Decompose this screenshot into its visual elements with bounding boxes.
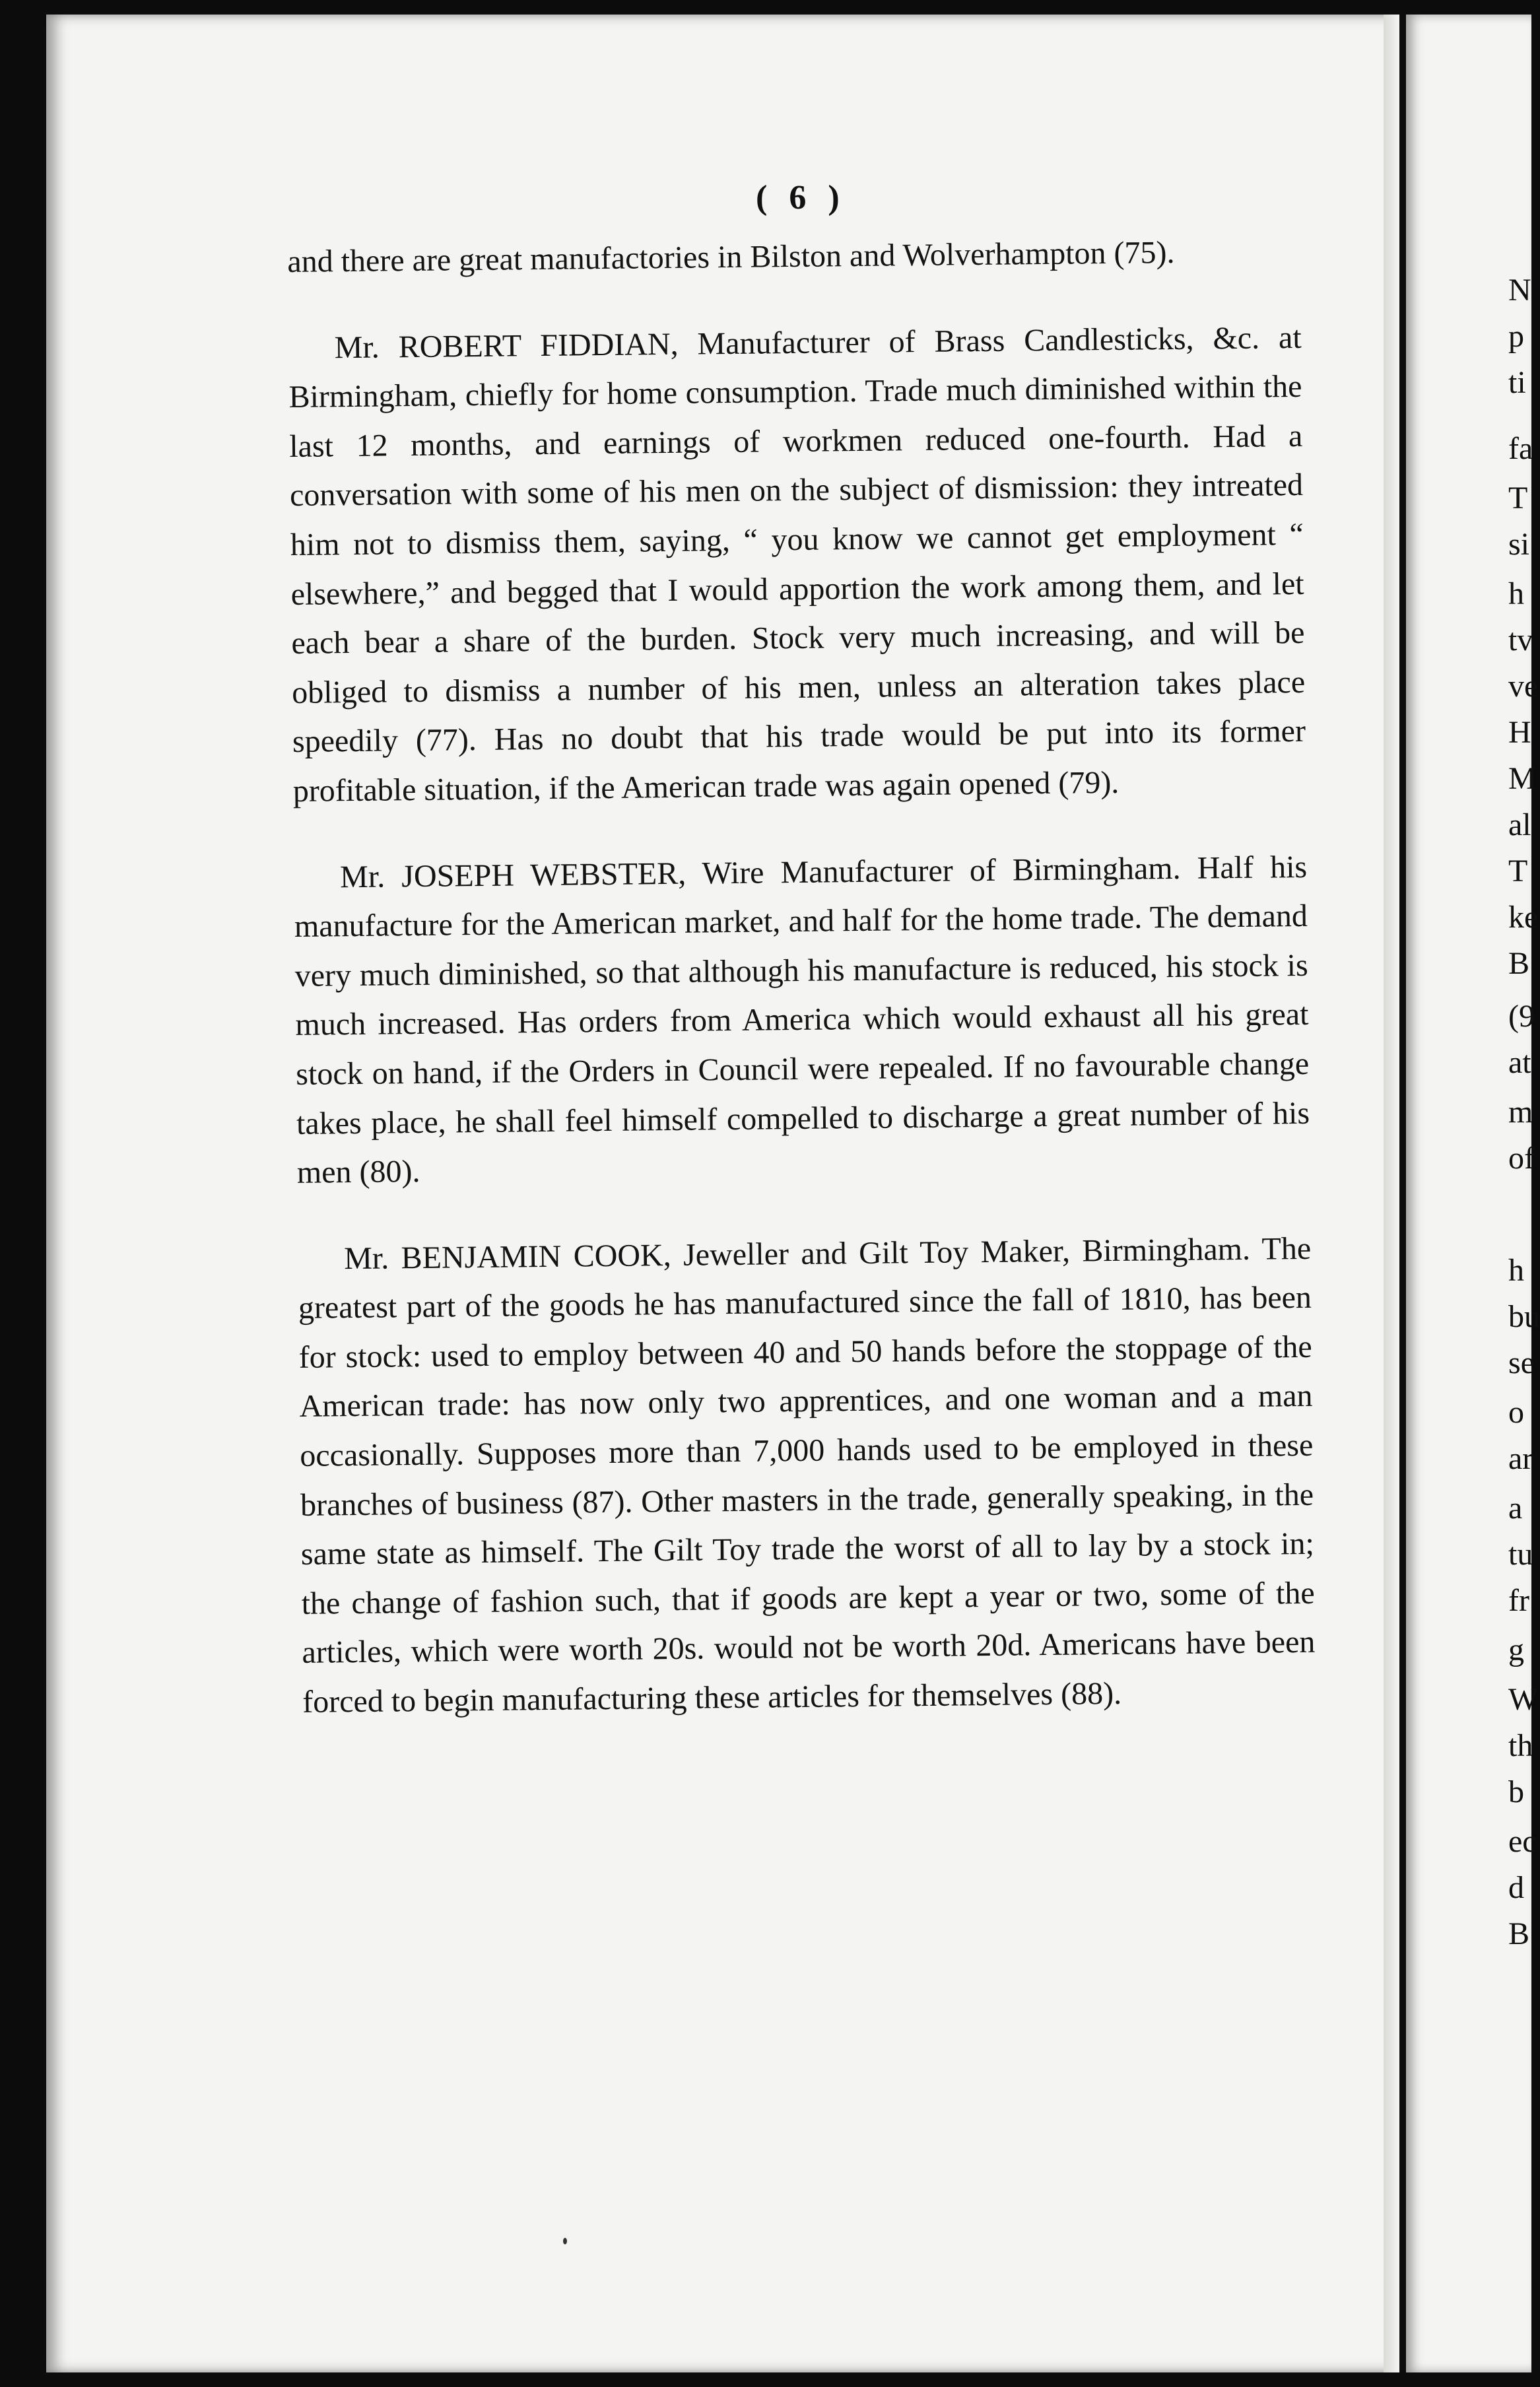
paragraph-webster: Mr. JOSEPH WEBSTER, Wire Manufacturer of Birmingham. Half his manufacture for the American market, and half for the home trade. The demand very much diminished, so that although his manufacture is reduced, his stock is much increased. Has orders from America which would exhaust all his great stock on hand, if the Orders in Council were repealed. If no favourable change takes place, he shall feel himself compelled to discharge a great number of his men (80). xyxy=(294,849,1310,1191)
right-page-line: tu xyxy=(1508,1537,1533,1572)
ink-speck xyxy=(563,2238,567,2244)
right-page-line: T xyxy=(1508,481,1528,516)
right-page-line: b xyxy=(1508,1774,1524,1809)
right-page-line: B xyxy=(1508,1916,1530,1951)
right-page-line: ec xyxy=(1508,1824,1537,1859)
right-page-line: m xyxy=(1508,1094,1533,1129)
right-page-line: p xyxy=(1508,319,1524,354)
right-page-line: B xyxy=(1508,946,1530,981)
right-page-line: o xyxy=(1508,1395,1524,1430)
body-text xyxy=(287,227,1316,1728)
page-number: ( 6 ) xyxy=(756,179,846,217)
right-page-line: bu xyxy=(1508,1299,1540,1334)
right-page-fragment xyxy=(1406,15,1540,2372)
right-page-line: fa xyxy=(1508,431,1533,466)
right-page-line: se xyxy=(1508,1345,1535,1380)
right-page-line: N xyxy=(1508,273,1531,308)
right-page-line: at xyxy=(1508,1045,1531,1080)
right-page-line: T xyxy=(1508,854,1528,889)
right-page-line: th xyxy=(1508,1728,1533,1763)
right-page-line: M xyxy=(1508,761,1537,796)
right-page-line: tv xyxy=(1508,622,1533,657)
right-page-line: fr xyxy=(1508,1583,1529,1618)
right-page-line: g xyxy=(1508,1632,1524,1667)
right-page-line: a xyxy=(1508,1491,1523,1526)
paragraph-cook: Mr. BENJAMIN COOK, Jeweller and Gilt Toy Maker, Birmingham. The greatest part of the goods he has manufactured since the fall of 1810, has been for stock: used to employ between 40 and 50 hands before the stoppage of the American trade: has now only two apprentices, and one woman and a man occasionally. Supposes more than 7,000 hands used to be employed in these branches of business (87). Other masters in the trade, generally speaking, in the same state as himself. The Gilt Toy trade the worst of all to lay by a stock in; the change of fashion such, that if goods are kept a year or two, some of the articles, which were worth 20s. would not be worth 20d. Americans have been forced to begin manufacturing these articles for themselves (88). xyxy=(298,1230,1316,1720)
page-fold xyxy=(1384,15,1399,2372)
right-page-line: H xyxy=(1508,715,1531,750)
right-page-line: ke xyxy=(1508,900,1539,935)
right-page-line: ve xyxy=(1508,669,1539,704)
right-page-line: ti xyxy=(1508,365,1526,400)
right-page-line: al xyxy=(1508,807,1531,842)
right-page-line: W xyxy=(1508,1682,1539,1717)
paragraph-fiddian: Mr. ROBERT FIDDIAN, Manufacturer of Brass Candlesticks, &c. at Birmingham, chiefly for home consumption. Trade much diminished within the last 12 months, and earnings of workmen reduced one-fourth. Had a conversation with some of his men on the subject of dismission: they intreated him not to dismiss them, saying, “ you know we cannot get employment “ elsewhere,” and begged that I would apportion the work among them, and let each bear a share of the burden. Stock very much increasing, and will be obliged to dismiss a number of his men, unless an alteration takes place speedily (77). Has no doubt that his trade would be put into its former profitable situation, if the American trade was again opened (79). xyxy=(288,319,1306,809)
right-page-line: ar xyxy=(1508,1441,1533,1476)
right-page-line: (9 xyxy=(1508,999,1535,1034)
right-page-line: h xyxy=(1508,576,1524,611)
right-page-line: d xyxy=(1508,1870,1524,1905)
paragraph-continuation: and there are great manufactories in Bilston and Wolverhampton (75). xyxy=(287,234,1175,279)
right-page-line: si xyxy=(1508,527,1530,562)
right-page-line: h xyxy=(1508,1253,1524,1288)
right-page-line: of xyxy=(1508,1141,1535,1176)
